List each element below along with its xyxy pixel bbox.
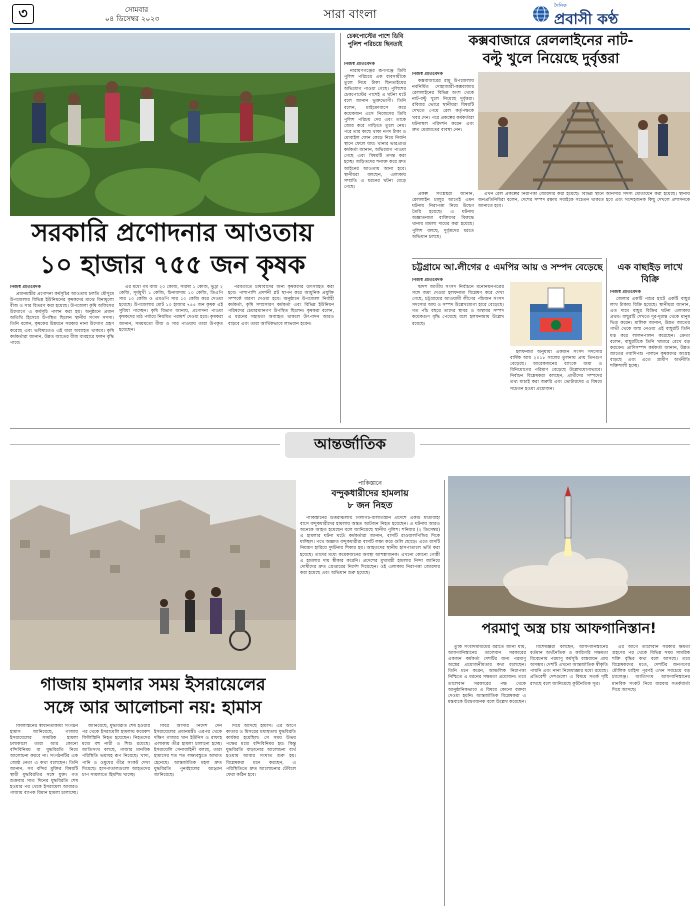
pakistan-body: পাকিস্তানের উত্তরাঞ্চলীয় গিলগিট-বালতিস্তান প্রদেশে একটি যাত্রীবাহী বাসে বন্দুকধারীদের হামলায় অন্তত আটজন নিহত হয়েছেন। এ ঘটনায় আরও অনেকে আহত হয়েছেন বলে জানিয়েছে স্থানীয় পুলিশ। শনিবার (২ ডিসেম্বর) এ হামলার ঘটনা ঘটে। কর্মকর্তারা জানান, বাসটি রাওয়ালপিন্ডির দিকে যাচ্ছিল। পথে অজ্ঞাত বন্দুকধারীরা বাসটি লক্ষ্য করে গুলি ছোড়ে। এতে বাসটি নিয়ন্ত্রণ হারিয়ে দুর্ঘটনার শিকার হয়। আহতদের স্থানীয় হাসপাতালে ভর্তি করা হয়েছে। তাদের মধ্যে কয়েকজনের অবস্থা আশঙ্কাজনক। এখনো কোনো গোষ্ঠী এ হামলার দায় স্বীকার করেনি। প্রদেশের মুখ্যমন্ত্রী হামলার নিন্দা জানিয়ে দোষীদের দ্রুত গ্রেপ্তারের নির্দেশ দিয়েছেন। ওই এলাকায় নিরাপত্তা জোরদার করা হয়েছে এবং অভিযান শুরু হয়েছে। (300, 516, 440, 576)
farmers-column-1 (10, 285, 114, 425)
railway-headline-line1: কক্সবাজারে রেললাইনের নাট- (468, 33, 634, 49)
ctg-mps-headline: চট্টগ্রামে আ.লীগের ৫ এমপির আয় ও সম্পদ বেড়েছে (412, 263, 603, 273)
checkpost-column (344, 62, 406, 320)
afghanistan-column-1 (448, 645, 526, 905)
farmers-byline: নিজস্ব প্রতিবেদক (10, 285, 41, 290)
farmers-column-2 (119, 285, 223, 425)
column-divider (340, 33, 341, 423)
farmers-body-3: পরবর্তীতে চাষাবাদের জন্য কৃষকদের উৎসাহিত করা হবে। পাশাপাশি প্রদর্শনী প্লট স্থাপন করে আধুনিক প্রযুক্তি সম্পর্কে ধারণা দেওয়া হবে। অনুষ্ঠানে উপজেলা নির্বাহী কর্মকর্তা, কৃষি সম্প্রসারণ কর্মকর্তা এবং বিভিন্ন ইউনিয়ন পরিষদের চেয়ারম্যানগণ উপস্থিত ছিলেন। কৃষকরা বলেন, এ ধরনের সহায়তা অব্যাহত থাকলে উৎপাদন আরও বাড়বে এবং তারা আর্থিকভাবে লাভবান হবেন। (228, 285, 334, 327)
pakistan-headline-line1: বন্দুকধারীদের হামলায় (331, 489, 409, 499)
afghanistan-body-1: তুর্কি সংবাদমাধ্যমের বরাতে জানা যায়, আফগানিস্তানের তালেবান সরকারের একজন কর্মকর্তা দেশটির জন্য পরমাণু অস্ত্রের প্রয়োজনীয়তার কথা বলেছেন। তিনি মনে করেন, আঞ্চলিক নিরাপত্তা নিশ্চিতে এ ধরনের সক্ষমতা প্রয়োজন। তবে তালেবান সরকারের পক্ষ থেকে আনুষ্ঠানিকভাবে এ বিষয়ে কোনো বক্তব্য দেওয়া হয়নি। আন্তর্জাতিক বিশ্লেষকরা এ মন্তব্যকে উদ্বেগজনক বলে উল্লেখ করেছেন। (448, 645, 526, 705)
farmers-headline-line2: ১০ হাজার ৭৫৫ জন কৃষক (39, 250, 306, 279)
railway-photo (478, 72, 690, 190)
pakistan-kicker: পাকিস্তানে (358, 480, 382, 487)
brand-small: দৈনিক (554, 3, 567, 9)
masthead-day: সোমবার (125, 6, 149, 14)
missile-launch-photo (448, 476, 690, 616)
section-rule (10, 428, 690, 429)
railway-body-3: এখন রেল প্রকল্পের নিরাপত্তা জোরদার করা হয়েছে। বিভিন্ন স্থানে আনসার সদস্য মোতায়েন করা হয়েছে। স্থানীয় জনপ্রতিনিধিরা বলেন, দেশের সম্পদ রক্ষায় সবাইকে সচেতন থাকতে হবে এবং সন্দেহজনক কিছু দেখলে প্রশাসনকে জানাতে হবে। (478, 192, 690, 210)
banner-rule-right (420, 444, 690, 445)
railway-column-1 (412, 72, 474, 190)
farmers-body-1: প্রধানমন্ত্রীর প্রণোদনা কর্মসূচির আওতায় চলতি মৌসুমে উপজেলার বিভিন্ন ইউনিয়নের কৃষকদের মাঝে বিনামূল্যে বীজ ও সার বিতরণ করা হয়েছে। উপজেলা কৃষি অফিসের উদ্যোগে এ কর্মসূচি পালন করা হয়। অনুষ্ঠানে প্রধান অতিথি হিসেবে উপস্থিত ছিলেন স্থানীয় সংসদ সদস্য। তিনি বলেন, কৃষকের উন্নয়নে সরকার নানা উদ্যোগ গ্রহণ করেছে এবং ভবিষ্যতেও এই ধারা অব্যাহত থাকবে। কৃষি কর্মকর্তারা জানান, উন্নত জাতের বীজ ব্যবহারে ফলন বৃদ্ধি পাবে। (10, 292, 114, 346)
gaza-headline-line2: সঙ্গে আর আলোচনা নয়: হামাস (44, 698, 262, 718)
ctg-mps-body-1: দ্বাদশ জাতীয় সংসদ নির্বাচনে মনোনয়নপত্রের সঙ্গে জমা দেওয়া হলফনামা বিশ্লেষণ করে দেখা গেছে, চট্টগ্রামের আওয়ামী লীগের পাঁচজন সংসদ সদস্যের আয় ও সম্পদ উল্লেখযোগ্য হারে বেড়েছে। গত পাঁচ বছরে তাদের স্থাবর ও অস্থাবর সম্পদ কয়েকগুণ বৃদ্ধি পেয়েছে বলে হলফনামায় উল্লেখ রয়েছে। (412, 285, 504, 327)
section-rule (412, 258, 602, 259)
gaza-column-4 (226, 724, 296, 906)
international-label: আন্তর্জাতিক (285, 432, 415, 458)
checkpost-body: নারায়ণগঞ্জের রূপগঞ্জে ডিবি পুলিশ পরিচয়ে এক ব্যবসায়ীকে তুলে নিয়ে টাকা ছিনতাইয়ের অভিযোগ পাওয়া গেছে। পুলিশের চেকপোস্টের পাশেই এ ঘটনা ঘটে বলে জানান ভুক্তভোগী। তিনি বলেন, মাইক্রোবাসে করে কয়েকজন এসে নিজেদের ডিবি পুলিশ পরিচয় দেয় এবং তাকে জোর করে গাড়িতে তুলে নেয়। পরে তার কাছে থাকা নগদ টাকা ও মোবাইল ফোন কেড়ে নিয়ে নির্জন স্থানে ফেলে যায়। থানার ভারপ্রাপ্ত কর্মকর্তা জানান, অভিযোগ পাওয়া গেছে এবং বিষয়টি তদন্ত করা হচ্ছে। জড়িতদের শনাক্ত করে দ্রুত আইনের আওতায় আনা হবে। স্থানীয়রা বলছেন, এলাকায় সম্প্রতি এ ধরনের ঘটনা বেড়ে গেছে। (344, 69, 406, 190)
railway-body-2: প্রকল্প সংশ্লিষ্টরা জানান, রেললাইন চালুর আগেই এমন ঘটনায় নিরাপত্তা নিয়ে উদ্বেগ তৈরি হয়েছে। এ ঘটনায় অজ্ঞাতনামা ব্যক্তিদের বিরুদ্ধে থানায় মামলা দায়ের করা হয়েছে। পুলিশ বলছে, দুর্বৃত্তদের ধরতে অভিযান চলছে। (412, 192, 474, 240)
section-title: সারা বাংলা (323, 7, 377, 21)
gaza-body-4: দিয়ে আসছে হামাস। এর আগে কাতার ও মিসরের মধ্যস্থতায় যুদ্ধবিরতি কার্যকর হয়েছিল। সে সময় উভয় পক্ষের মধ্যে বন্দিবিনিময় হয়। কিন্তু যুদ্ধবিরতি বাড়ানোর আলোচনা ব্যর্থ হওয়ায় আবার সংঘাত শুরু হয়। বিশ্লেষকরা মনে করছেন, এ পরিস্থিতিতে দ্রুত আলোচনার টেবিলে ফেরা কঠিন হবে। (226, 724, 296, 778)
railway-byline: নিজস্ব প্রতিবেদক (412, 72, 443, 77)
ctg-mps-column-2 (510, 350, 602, 423)
afghanistan-column-3 (612, 645, 690, 905)
column-divider (444, 480, 445, 906)
calf-column (610, 290, 690, 423)
farmers-headline-line1: সরকারি প্রণোদনার আওতায় (31, 218, 314, 247)
ctg-mps-byline: নিজস্ব প্রতিবেদক (412, 278, 443, 283)
farmers-column-3 (228, 285, 334, 425)
gaza-column-2 (82, 724, 150, 906)
gaza-body-2: জানিয়েছে, যুদ্ধবিরতি শেষ হওয়ার পর থেকে ইসরায়েলি হামলায় কয়েকশ ফিলিস্তিনি নিহত হয়েছেন। নিহতদের মধ্যে বহু নারী ও শিশু রয়েছে। জাতিসংঘ বলছে, গাজার মানবিক পরিস্থিতি ভয়াবহ রূপ নিয়েছে। খাদ্য, পানি ও ওষুধের তীব্র সংকট দেখা দিয়েছে। হাসপাতালগুলো আহতদের চাপ সামলাতে হিমশিম খাচ্ছে। (82, 724, 150, 778)
masthead-date: ০৪ ডিসেম্বর ২০২৩ (105, 15, 160, 23)
railway-column-3 (478, 192, 690, 254)
pakistan-column (300, 516, 440, 910)
calf-byline: নিজস্ব প্রতিবেদক (610, 290, 641, 295)
afghanistan-body-3: এর আগে তালেবান সরকার ক্ষমতা গ্রহণের পর থেকে বিভিন্ন সময় সামরিক শক্তি বৃদ্ধির কথা বলে আসছে। তবে বিশ্লেষকদের মতে, দেশটির জনগণের মৌলিক চাহিদা পূরণই এখন সবচেয়ে বড় চ্যালেঞ্জ। জাতিসংঘ আফগানিস্তানের মানবিক সংকট নিয়ে বারবার সতর্কবার্তা দিয়ে আসছে। (612, 645, 690, 693)
brand-logo (532, 2, 692, 26)
railway-column-2 (412, 192, 474, 254)
gaza-column-1 (10, 724, 78, 906)
afghanistan-body-2: বিশেষজ্ঞরা বলছেন, আফগানিস্তানের বর্তমান অর্থনৈতিক ও কারিগরি সক্ষমতা বিবেচনায় পরমাণু কর্মসূচি বাস্তবায়ন প্রায় অসম্ভব। দেশটি এখনো আন্তর্জাতিক স্বীকৃতি পায়নি এবং নানা নিষেধাজ্ঞার মধ্যে রয়েছে। প্রতিবেশী দেশগুলো এ বিষয়ে সতর্ক দৃষ্টি রাখছে বলে জানিয়েছে কূটনৈতিক সূত্র। (530, 645, 608, 687)
gaza-headline-line1: গাজায় হামলার সময় ইসরায়েলের (40, 675, 266, 695)
railway-headline-line2: বল্টু খুলে নিয়েছে দুর্বৃত্তরা (482, 51, 620, 67)
farmers-body-2: এর মধ্যে গম বীজ ২০ কেজি, সরিষা ১ কেজি, ভুট্টা ২ কেজি, সূর্যমুখী ১ কেজি, চিনাবাদাম ১০ কেজি, ডিএপি সার ১০ কেজি ও এমওপি সার ১০ কেজি করে দেওয়া হয়েছে। উপজেলার মোট ১০ হাজার ৭৫৫ জন কৃষক এই সুবিধা পাচ্ছেন। কৃষি বিভাগ জানায়, প্রণোদনা পাওয়া কৃষকদের মাঠ পর্যায়ে নিয়মিত পরামর্শ দেওয়া হবে। কৃষকরা জানান, সময়মতো বীজ ও সার পাওয়ায় তারা উপকৃত হয়েছেন। (119, 285, 223, 333)
calf-headline: এক বাছাইড় লাখে বিক্রি (617, 263, 683, 285)
gaza-column-3 (154, 724, 222, 906)
gaza-photo (10, 480, 296, 670)
ctg-mps-body-2: হলফনামা অনুযায়ী একজন সংসদ সদস্যের বার্ষিক আয় ২০১৮ সালের তুলনায় প্রায় তিনগুণ বেড়েছে। আরেকজনের ব্যাংকে জমা ও বিনিয়োগের পরিমাণ বেড়েছে উল্লেখযোগ্যভাবে। নির্বাচন বিশ্লেষকরা বলছেন, প্রার্থীদের সম্পদের তথ্য যাচাই করা জরুরি এবং ভোটারদের এ বিষয়ে সচেতন হওয়া প্রয়োজন। (510, 350, 602, 392)
ballot-box-graphic (510, 282, 602, 346)
checkpost-headline: চেকপোস্টের পাশে ডিবি পুলিশ পরিচয়ে ছিনতাই (346, 33, 404, 48)
calf-body: জেলার একটি পশুর হাটে একটি বাছুর লাখ টাকায় বিক্রি হয়েছে। স্থানীয়রা জানান, এত দামে বাছুর বিক্রির ঘটনা এলাকায় প্রথম। বাছুরটি দেখতে দূর-দূরান্ত থেকে মানুষ ভিড় করেন। মালিক জানান, উন্নত জাতের গাভী থেকে জন্ম নেওয়া এই বাছুরটি তিনি যত্ন করে লালনপালন করেছেন। ক্রেতা বলেন, বাছুরটিকে তিনি খামারে রেখে বড় করবেন। প্রাণিসম্পদ কর্মকর্তা জানান, উন্নত জাতের গবাদিপশু পালনে কৃষকদের আগ্রহ বাড়ছে এবং এতে গ্রামীণ অর্থনীতি শক্তিশালী হচ্ছে। (610, 297, 690, 370)
globe-icon (532, 5, 550, 23)
gaza-body-1: ফিলিস্তিনের স্বাধীনতাকামী সংগঠন হামাস জানিয়েছে, গাজায় ইসরায়েলের সামরিক হামলা চলাকালে তারা আর কোনো বন্দিবিনিময় বা যুদ্ধবিরতি নিয়ে আলোচনা করবে না। সংগঠনটির এক জ্যেষ্ঠ নেতা এ কথা বলেছেন। তিনি জানান, সব বন্দির মুক্তির বিষয়টি স্থায়ী যুদ্ধবিরতির সঙ্গে যুক্ত। গত শুক্রবার সাত দিনের যুদ্ধবিরতি শেষ হওয়ার পর থেকে ইসরায়েল আবারও গাজায় ব্যাপক বিমান হামলা চালাচ্ছে। (10, 724, 78, 797)
masthead (0, 0, 700, 28)
railway-body-1: কক্সবাজারের রামু উপজেলায় নবনির্মিত দোহাজারী-কক্সবাজার রেললাইনের বিভিন্ন অংশ থেকে নাট-বল্টু খুলে নিয়েছে দুর্বৃত্তরা। রবিবার ভোরে স্থানীয়রা বিষয়টি দেখতে পেয়ে রেল কর্তৃপক্ষকে খবর দেন। পরে প্রকল্পের কর্মকর্তারা ঘটনাস্থল পরিদর্শন করেন এবং দ্রুত মেরামতের ব্যবস্থা নেন। (412, 79, 474, 133)
column-divider (606, 258, 607, 423)
masthead-rule (10, 28, 690, 30)
gaza-body-3: ফিরে আসার নির্দেশ দেন ইসরায়েলের প্রধানমন্ত্রী। এরপর থেকে দক্ষিণ গাজার খান ইউনিস ও রাফাহ এলাকায় তীব্র হামলা চালানো হচ্ছে। ইসরায়েলি সেনাবাহিনী বলছে, তারা হামাসের শত শত লক্ষ্যবস্তুতে আঘাত হেনেছে। আন্তর্জাতিক মহল দ্রুত যুদ্ধবিরতি পুনর্বহালের আহ্বান জানিয়েছে। (154, 724, 222, 778)
banner-rule-left (10, 444, 280, 445)
checkpost-byline: নিজস্ব প্রতিবেদক (344, 62, 375, 67)
pakistan-headline-line2: ৮ জন নিহত (347, 501, 393, 511)
page-number: ৩ (12, 4, 34, 24)
farmers-photo (10, 33, 335, 216)
brand-name: প্রবাসী কণ্ঠ (554, 10, 619, 28)
international-banner (10, 430, 690, 460)
ctg-mps-column-1 (412, 278, 504, 423)
afghanistan-headline: পরমাণু অস্ত্র চায় আফগানিস্তান! (481, 621, 657, 637)
afghanistan-column-2 (530, 645, 608, 905)
